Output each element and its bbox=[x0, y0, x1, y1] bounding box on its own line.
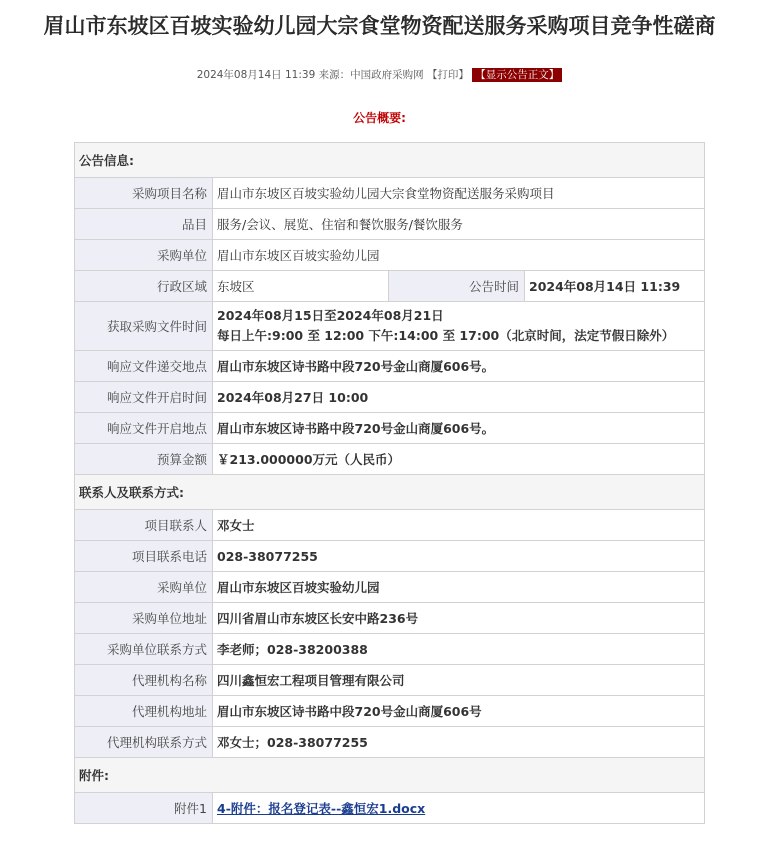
agency-contact-label: 代理机构联系方式 bbox=[75, 727, 213, 758]
announce-time-value: 2024年08月14日 11:39 bbox=[525, 271, 705, 302]
table-row bbox=[75, 209, 705, 240]
purchaser-address-label: 采购单位地址 bbox=[75, 603, 213, 634]
contact-purchaser-label: 采购单位 bbox=[75, 572, 213, 603]
table-row bbox=[75, 271, 705, 302]
doc-time-hours: 每日上午:9:00 至 12:00 下午:14:00 至 17:00（北京时间，法定节假日除外） bbox=[217, 328, 675, 343]
open-time-label: 响应文件开启时间 bbox=[75, 382, 213, 413]
summary-heading: 公告概要: bbox=[353, 111, 406, 125]
print-link[interactable]: 【打印】 bbox=[426, 69, 469, 81]
table-row bbox=[75, 603, 705, 634]
section-info-heading: 公告信息: bbox=[75, 143, 705, 178]
category-label: 品目 bbox=[75, 209, 213, 240]
attachment-1-cell bbox=[213, 793, 705, 824]
section-attachments-heading: 附件: bbox=[75, 758, 705, 793]
table-row bbox=[75, 696, 705, 727]
project-name-label: 采购项目名称 bbox=[75, 178, 213, 209]
table-row bbox=[75, 413, 705, 444]
table-row bbox=[75, 302, 705, 351]
category-value: 服务/会议、展览、住宿和餐饮服务/餐饮服务 bbox=[213, 209, 705, 240]
budget-label: 预算金额 bbox=[75, 444, 213, 475]
table-row bbox=[75, 727, 705, 758]
section-row-info bbox=[75, 143, 705, 178]
purchaser-contact-value: 李老师；028-38200388 bbox=[213, 634, 705, 665]
purchaser-value: 眉山市东坡区百坡实验幼儿园 bbox=[213, 240, 705, 271]
table-row bbox=[75, 793, 705, 824]
section-row-contacts bbox=[75, 475, 705, 510]
project-phone-label: 项目联系电话 bbox=[75, 541, 213, 572]
source-label: 来源： bbox=[318, 69, 351, 81]
agency-name-label: 代理机构名称 bbox=[75, 665, 213, 696]
submit-place-label: 响应文件递交地点 bbox=[75, 351, 213, 382]
doc-time-label: 获取采购文件时间 bbox=[75, 302, 213, 351]
submit-place-value: 眉山市东坡区诗书路中段720号金山商厦606号。 bbox=[213, 351, 705, 382]
attachment-1-link[interactable]: 4-附件：报名登记表--鑫恒宏1.docx bbox=[217, 801, 426, 816]
open-time-value: 2024年08月27日 10:00 bbox=[213, 382, 705, 413]
doc-time-range: 2024年08月15日至2024年08月21日 bbox=[217, 308, 444, 323]
announcement-table bbox=[74, 142, 705, 824]
section-row-attachments bbox=[75, 758, 705, 793]
project-contact-label: 项目联系人 bbox=[75, 510, 213, 541]
show-announcement-button[interactable]: 【显示公告正文】 bbox=[472, 68, 562, 82]
agency-address-label: 代理机构地址 bbox=[75, 696, 213, 727]
publish-date: 2024年08月14日 11:39 bbox=[196, 69, 316, 81]
project-name-value: 眉山市东坡区百坡实验幼儿园大宗食堂物资配送服务采购项目 bbox=[213, 178, 705, 209]
table-row bbox=[75, 351, 705, 382]
table-row bbox=[75, 510, 705, 541]
purchaser-address-value: 四川省眉山市东坡区长安中路236号 bbox=[213, 603, 705, 634]
project-contact-value: 邓女士 bbox=[213, 510, 705, 541]
section-contacts-heading: 联系人及联系方式: bbox=[75, 475, 705, 510]
table-row bbox=[75, 572, 705, 603]
source-name: 中国政府采购网 bbox=[350, 69, 424, 81]
table-row bbox=[75, 634, 705, 665]
table-row bbox=[75, 178, 705, 209]
agency-name-value: 四川鑫恒宏工程项目管理有限公司 bbox=[213, 665, 705, 696]
doc-time-value bbox=[213, 302, 705, 351]
table-row bbox=[75, 665, 705, 696]
open-place-label: 响应文件开启地点 bbox=[75, 413, 213, 444]
purchaser-contact-label: 采购单位联系方式 bbox=[75, 634, 213, 665]
open-place-value: 眉山市东坡区诗书路中段720号金山商厦606号。 bbox=[213, 413, 705, 444]
page-title: 眉山市东坡区百坡实验幼儿园大宗食堂物资配送服务采购项目竞争性磋商 bbox=[43, 14, 716, 38]
contact-purchaser-value: 眉山市东坡区百坡实验幼儿园 bbox=[213, 572, 705, 603]
budget-value: ￥213.000000万元（人民币） bbox=[213, 444, 705, 475]
region-label: 行政区域 bbox=[75, 271, 213, 302]
agency-address-value: 眉山市东坡区诗书路中段720号金山商厦606号 bbox=[213, 696, 705, 727]
meta-line bbox=[0, 67, 759, 82]
table-row bbox=[75, 444, 705, 475]
table-row bbox=[75, 541, 705, 572]
agency-contact-value: 邓女士；028-38077255 bbox=[213, 727, 705, 758]
table-row bbox=[75, 240, 705, 271]
purchaser-label: 采购单位 bbox=[75, 240, 213, 271]
announce-time-label: 公告时间 bbox=[389, 271, 525, 302]
project-phone-value: 028-38077255 bbox=[213, 541, 705, 572]
attachment-1-label: 附件1 bbox=[75, 793, 213, 824]
table-row bbox=[75, 382, 705, 413]
region-value: 东坡区 bbox=[213, 271, 389, 302]
